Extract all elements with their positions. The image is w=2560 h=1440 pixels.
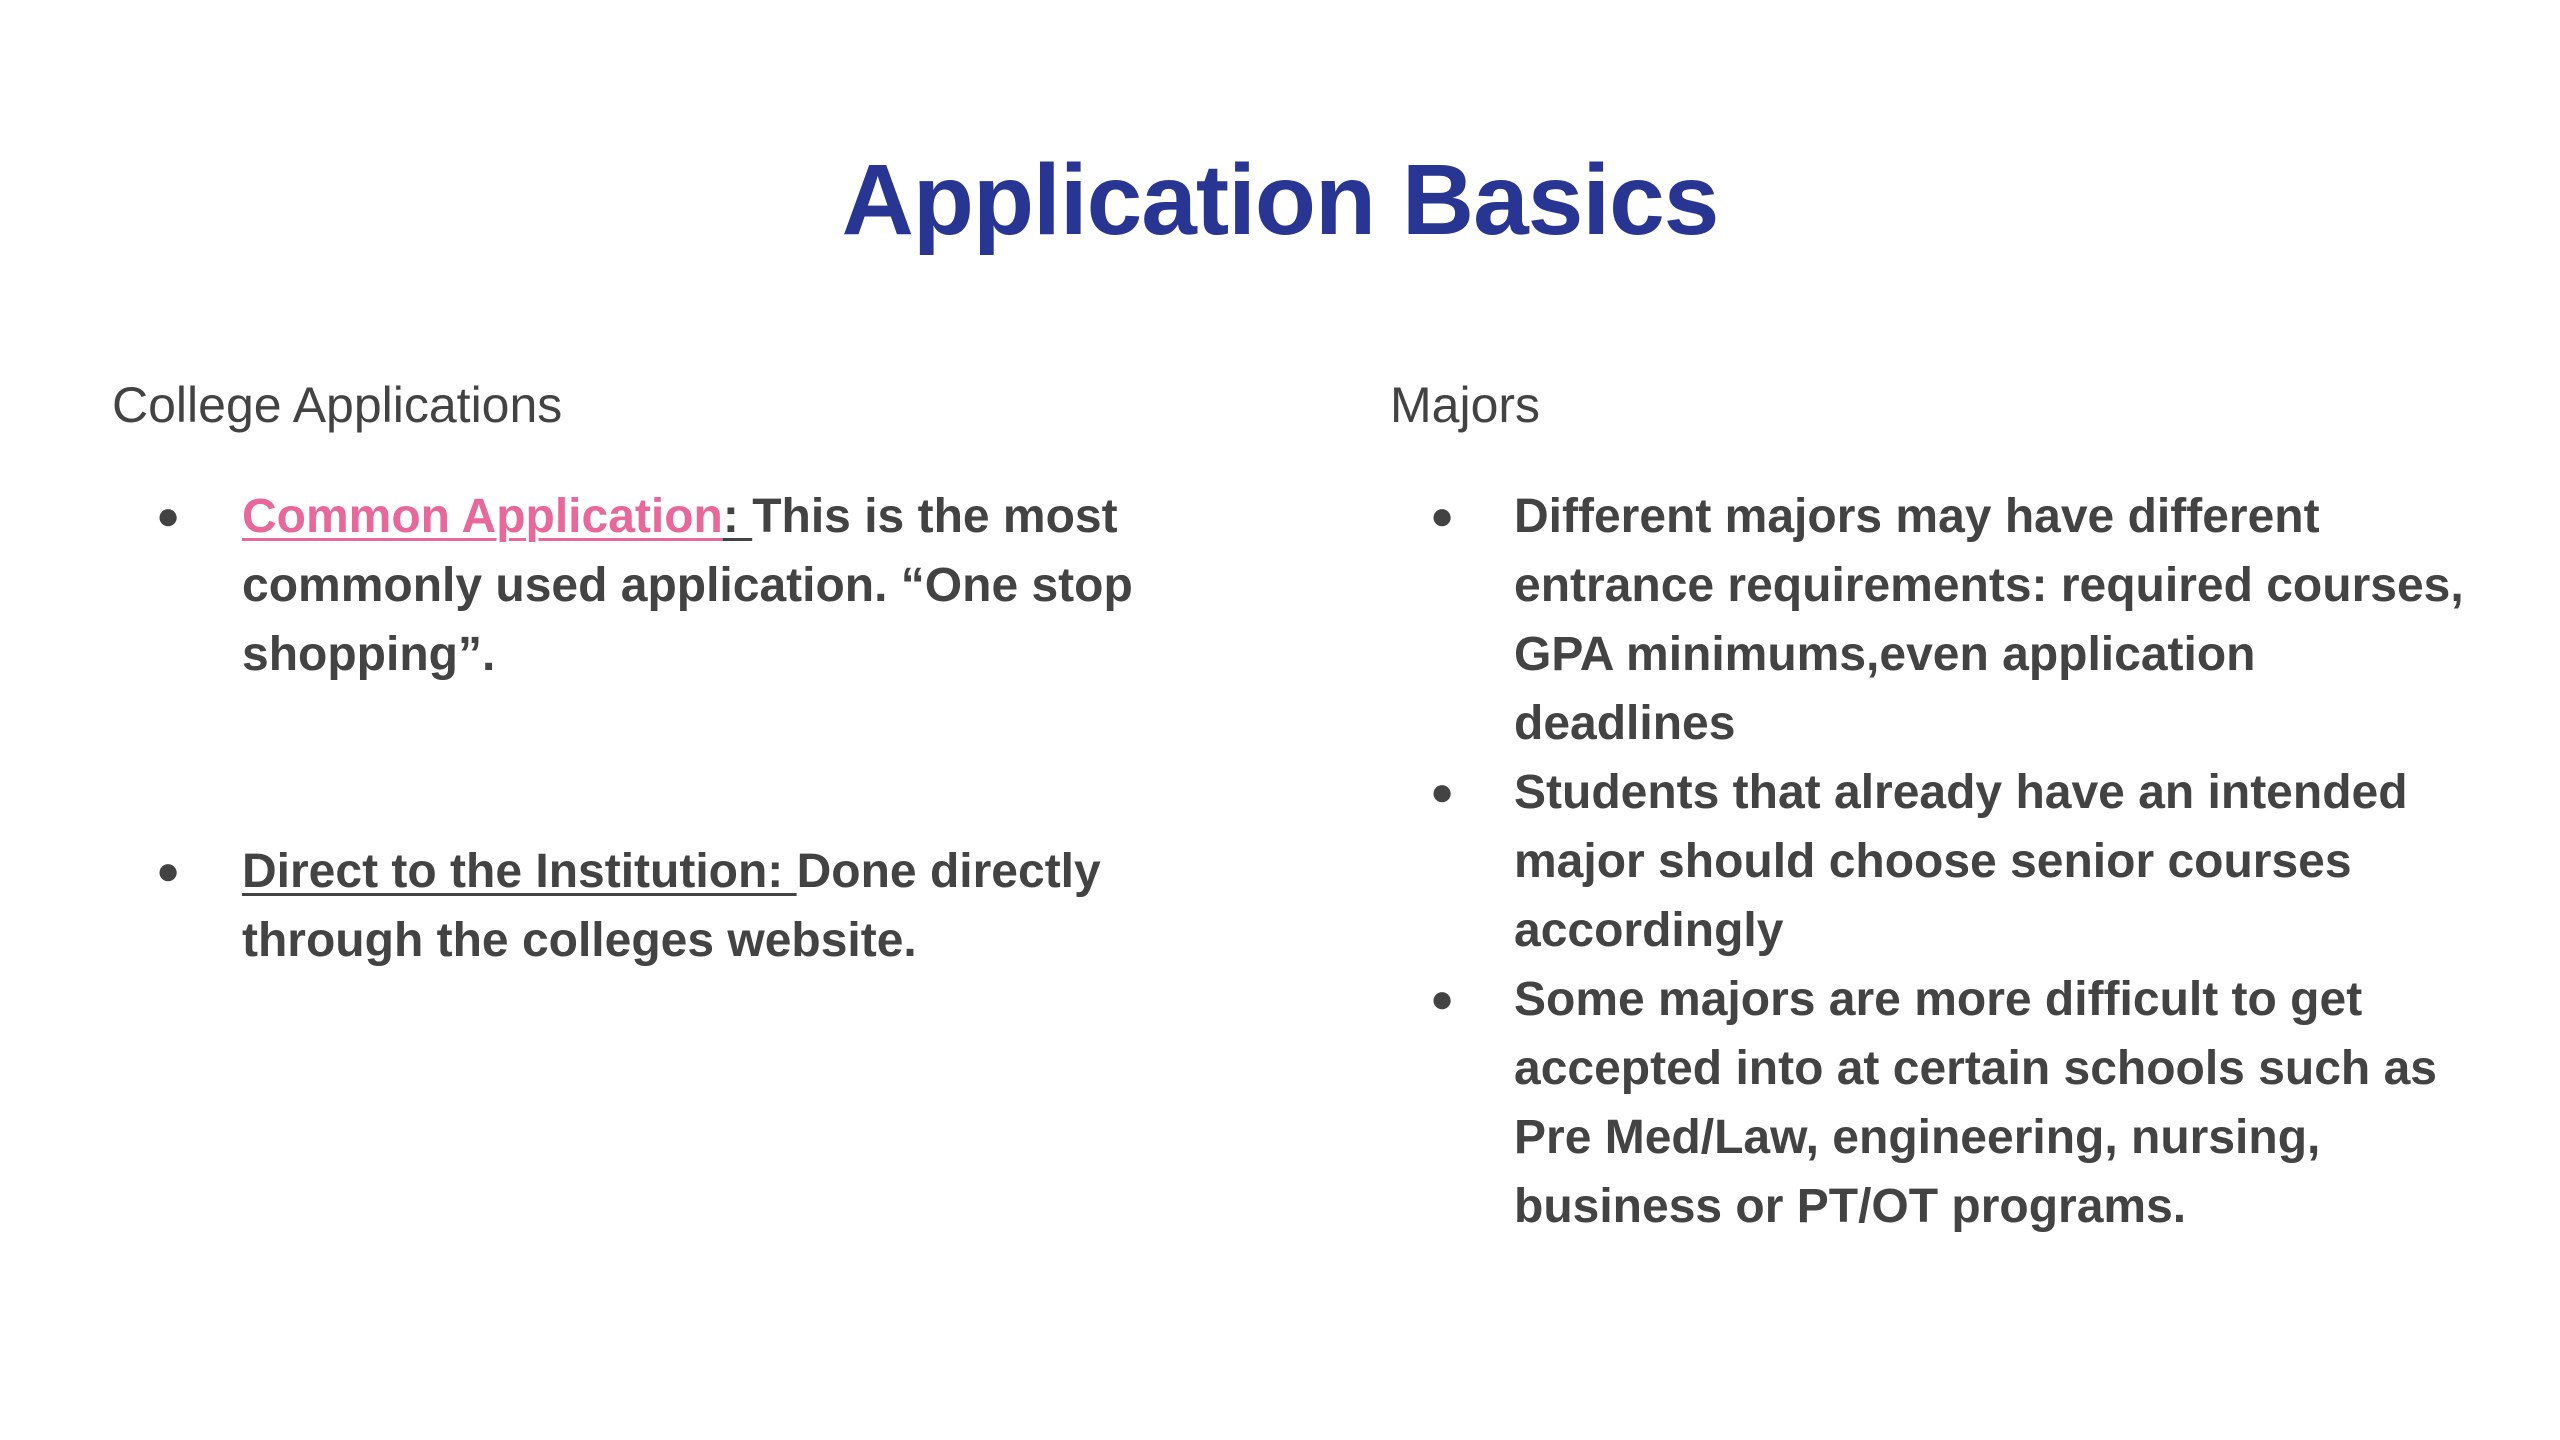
list-item-direct-institution bbox=[112, 837, 1292, 975]
difficult-majors-text: Some majors are more difficult to get accepted into at certain schools such as Pre Med/Law, engineering, nursing, business or PT/OT programs. bbox=[1514, 973, 2437, 1233]
bullet-icon: ● bbox=[1430, 770, 1455, 814]
list-item-major-requirements bbox=[1390, 482, 2490, 758]
intended-major-text: Students that already have an intended major should choose senior courses accordingly bbox=[1514, 766, 2408, 957]
bullet-icon: ● bbox=[156, 494, 181, 538]
common-application-link[interactable]: Common Application bbox=[242, 490, 723, 543]
majors-list bbox=[1390, 482, 2490, 1241]
common-application-separator: : bbox=[722, 490, 753, 543]
list-item-common-application bbox=[112, 482, 1292, 689]
majors-column bbox=[1390, 372, 2490, 1241]
bullet-icon: ● bbox=[156, 849, 181, 893]
slide-title: Application Basics bbox=[841, 144, 1719, 256]
direct-institution-term: Direct to the Institution: bbox=[242, 845, 797, 898]
college-applications-heading: College Applications bbox=[112, 377, 563, 433]
common-application-text: This is the most commonly used application. “One stop shopping”. bbox=[242, 490, 1133, 681]
list-item-intended-major bbox=[1390, 758, 2490, 965]
college-applications-list bbox=[112, 482, 1292, 975]
list-item-difficult-majors bbox=[1390, 965, 2490, 1241]
direct-institution-text: Done directly through the colleges website. bbox=[242, 845, 1101, 967]
majors-heading: Majors bbox=[1390, 377, 1541, 433]
major-requirements-text: Different majors may have different entrance requirements: required courses, GPA minimums,even application deadlines bbox=[1514, 490, 2464, 750]
common-application-term-wrap bbox=[242, 490, 752, 543]
bullet-icon: ● bbox=[1430, 494, 1455, 538]
bullet-icon: ● bbox=[1430, 977, 1455, 1021]
college-applications-column bbox=[112, 372, 1292, 975]
